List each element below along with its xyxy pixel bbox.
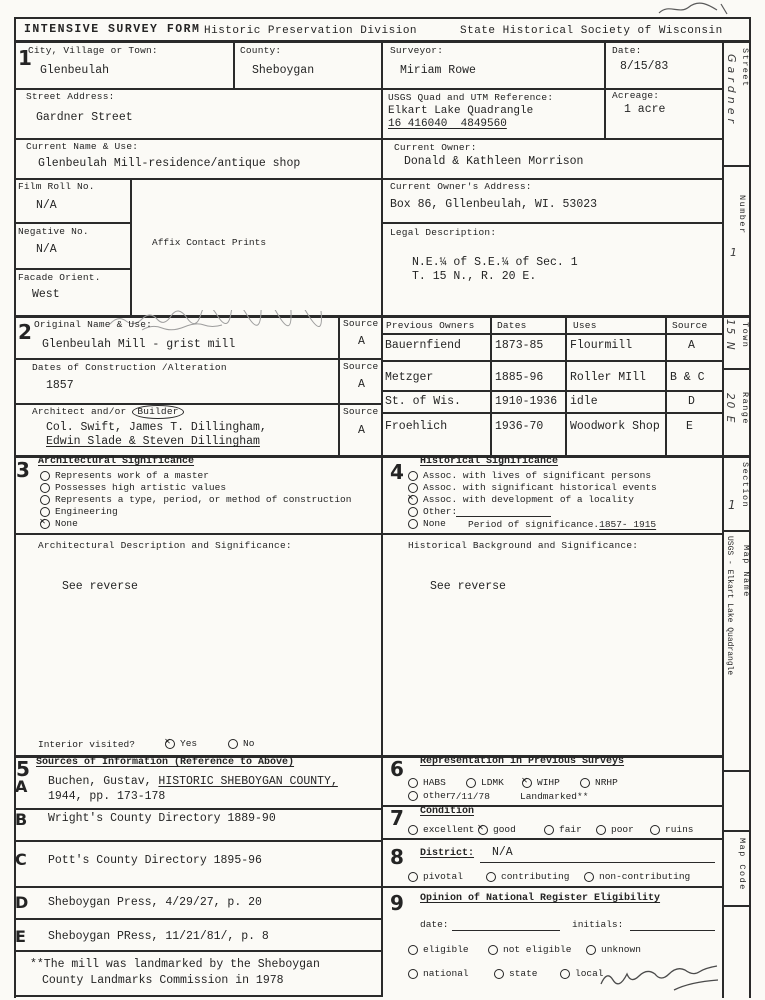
divider — [381, 886, 722, 888]
option-label: non-contributing — [599, 871, 691, 882]
construction-dates-value: 1857 — [46, 379, 74, 392]
radio-icon — [408, 825, 418, 835]
radio-icon — [408, 969, 418, 979]
arch-option-none — [40, 518, 78, 529]
radio-icon — [486, 872, 496, 882]
society-title: State Historical Society of Wisconsin — [460, 25, 723, 37]
current-name-value: Glenbeulah Mill-residence/antique shop — [38, 157, 301, 170]
margin-map-code-label: Map Code — [737, 838, 747, 891]
current-name-label: Current Name & Use: — [26, 141, 139, 152]
eligibility-eligible — [408, 944, 469, 955]
divider — [381, 42, 383, 997]
divider — [722, 40, 724, 998]
legal-description-line1: N.E.¼ of S.E.¼ of Sec. 1 — [412, 256, 578, 269]
option-label: unknown — [601, 944, 641, 955]
landmarked-note: Landmarked** — [520, 791, 589, 802]
other-blank-line — [456, 516, 551, 517]
owner-address-label: Current Owner's Address: — [390, 181, 532, 192]
margin-town-label: Town — [740, 322, 750, 349]
option-label: poor — [611, 824, 634, 835]
hist-background-value: See reverse — [430, 580, 506, 593]
condition-good — [478, 824, 516, 835]
legal-description-line2: T. 15 N., R. 20 E. — [412, 270, 537, 283]
date-value: 8/15/83 — [620, 60, 669, 73]
table-header-source: Source — [672, 320, 708, 331]
owner-address-value: Box 86, Gllenbeulah, WI. 53023 — [390, 198, 598, 211]
option-label: local — [575, 968, 604, 979]
radio-checked-icon — [40, 519, 50, 529]
margin-street-value: Gardner — [725, 54, 738, 128]
margin-range-value: 20 E — [724, 393, 736, 425]
architectural-significance-title: Architectural Significance — [38, 456, 195, 467]
table-cell: E — [686, 420, 693, 433]
table-cell: idle — [570, 395, 598, 408]
architect-line1: Col. Swift, James T. Dillingham, — [46, 421, 267, 434]
table-cell: Woodwork Shop — [570, 420, 660, 433]
source-letter-d: D — [15, 893, 29, 912]
arch-option-master — [40, 470, 209, 481]
option-label: Assoc. with development of a locality — [423, 494, 634, 505]
source-a-line2: 1944, pp. 173-178 — [48, 790, 166, 803]
interior-visited-no — [228, 738, 254, 749]
city-value: Glenbeulah — [40, 64, 110, 77]
table-cell: Flourmill — [570, 339, 633, 352]
handwritten-signature — [596, 960, 731, 996]
current-owner-label: Current Owner: — [394, 142, 477, 153]
construction-dates-label: Dates of Construction /Alteration — [32, 362, 227, 373]
source-a-title-underlined: HISTORIC SHEBOYGAN COUNTY, — [158, 775, 338, 788]
county-value: Sheboygan — [252, 64, 315, 77]
radio-icon — [228, 739, 238, 749]
table-cell: Roller MIll — [570, 371, 646, 384]
radio-checked-icon — [408, 495, 418, 505]
section-7-number: 7 — [390, 806, 404, 830]
table-cell: D — [688, 395, 695, 408]
usgs-value-line2: 16 416040 4849560 — [388, 118, 507, 130]
condition-fair — [544, 824, 582, 835]
arch-description-label: Architectural Description and Significance: — [38, 540, 292, 551]
initials-blank-line — [630, 930, 715, 931]
section-1-number: 1 — [18, 46, 32, 70]
condition-excellent — [408, 824, 474, 835]
date-label: Date: — [612, 45, 642, 56]
radio-icon — [408, 945, 418, 955]
divider — [604, 42, 606, 138]
arch-option-type-period — [40, 494, 351, 505]
film-roll-value: N/A — [36, 199, 57, 212]
radio-checked-icon — [478, 825, 488, 835]
division-title: Historic Preservation Division — [204, 25, 418, 37]
divider — [233, 42, 235, 88]
option-label: Represents work of a master — [55, 470, 209, 481]
level-national — [408, 968, 469, 979]
table-cell: B & C — [670, 371, 705, 384]
source-e-line1: Sheboygan PRess, 11/21/81/, p. 8 — [48, 930, 269, 943]
section-3-number: 3 — [16, 458, 30, 482]
section-2-number: 2 — [18, 320, 32, 344]
table-header-previous-owners: Previous Owners — [386, 320, 475, 331]
condition-poor — [596, 824, 634, 835]
margin-number-label: Number — [737, 195, 747, 235]
option-label: Assoc. with significant historical events — [423, 482, 657, 493]
divider — [14, 138, 722, 140]
radio-icon — [596, 825, 606, 835]
date-field-label: date: — [420, 919, 449, 930]
radio-icon — [408, 519, 418, 529]
option-label: Possesses high artistic values — [55, 482, 227, 493]
source-letter-c: C — [15, 850, 27, 869]
previous-surveys-title: Representation in Previous Surveys — [420, 756, 625, 767]
margin-map-name-label: Map Name — [741, 545, 751, 598]
section-5-number: 5 — [16, 757, 30, 781]
source-header-3: Source — [343, 406, 379, 417]
divider — [565, 315, 567, 455]
original-name-label: Original Name & Use: — [34, 319, 153, 330]
divider — [381, 838, 722, 840]
table-cell: 1885-96 — [495, 371, 544, 384]
surveyor-value: Miriam Rowe — [400, 64, 476, 77]
divider — [381, 360, 722, 362]
facade-orient-value: West — [32, 288, 60, 301]
radio-icon — [408, 778, 418, 788]
table-cell: St. of Wis. — [385, 395, 461, 408]
option-label: excellent — [423, 824, 475, 835]
legal-description-label: Legal Description: — [390, 227, 497, 238]
option-label: WIHP — [537, 777, 560, 788]
district-contributing — [486, 871, 569, 882]
survey-option-wihp — [522, 777, 560, 788]
option-label: good — [493, 824, 516, 835]
option-label: NRHP — [595, 777, 618, 788]
original-name-value: Glenbeulah Mill - grist mill — [42, 338, 236, 351]
table-header-uses: Uses — [573, 320, 597, 331]
option-label: not eligible — [503, 944, 572, 955]
survey-option-habs — [408, 777, 446, 788]
radio-icon — [40, 495, 50, 505]
option-label: Yes — [180, 738, 198, 749]
section-4-number: 4 — [390, 460, 404, 484]
survey-option-nrhp — [580, 777, 618, 788]
survey-option-other — [408, 790, 452, 801]
district-value: N/A — [492, 846, 513, 859]
divider — [14, 17, 751, 19]
divider — [722, 368, 751, 370]
option-label: national — [423, 968, 469, 979]
divider — [14, 950, 381, 952]
arch-option-engineering — [40, 506, 118, 517]
street-address-label: Street Address: — [26, 91, 115, 102]
architect-label — [32, 406, 184, 417]
period-value: 1857- 1915 — [599, 519, 657, 530]
option-label: ruins — [665, 824, 694, 835]
source-header-1: Source — [343, 318, 379, 329]
radio-icon — [488, 945, 498, 955]
option-label: None — [55, 518, 78, 529]
divider — [722, 530, 751, 532]
radio-checked-icon — [522, 778, 532, 788]
radio-icon — [494, 969, 504, 979]
hist-option-persons — [408, 470, 651, 481]
eligibility-unknown — [586, 944, 641, 955]
table-cell: 1936-70 — [495, 420, 544, 433]
district-non-contributing — [584, 871, 690, 882]
divider — [130, 178, 132, 315]
table-cell: 1910-1936 — [495, 395, 558, 408]
source-b-line1: Wright's County Directory 1889-90 — [48, 812, 276, 825]
option-label: pivotal — [423, 871, 463, 882]
arch-description-value: See reverse — [62, 580, 138, 593]
table-header-dates: Dates — [497, 320, 527, 331]
source-letter-e: E — [15, 927, 26, 946]
handwritten-corner-mark — [655, 1, 730, 17]
divider — [722, 770, 751, 772]
street-address-value: Gardner Street — [36, 111, 133, 124]
option-label: Other: — [423, 506, 458, 517]
source-letter-b: B — [15, 810, 28, 829]
radio-icon — [408, 872, 418, 882]
date-blank-line — [452, 930, 560, 931]
architect-label-text: Architect and/or — [32, 406, 133, 417]
historical-significance-title: Historical Significance — [420, 456, 559, 467]
divider — [14, 358, 381, 360]
landmark-note-line2: County Landmarks Commission in 1978 — [42, 974, 284, 987]
divider — [14, 918, 381, 920]
divider — [14, 840, 381, 842]
county-label: County: — [240, 45, 282, 56]
divider — [14, 886, 381, 888]
divider — [14, 995, 381, 997]
option-label: Represents a type, period, or method of construction — [55, 494, 352, 505]
survey-option-ldmk — [466, 777, 504, 788]
hist-option-none — [408, 518, 446, 529]
eligibility-title: Opinion of National Register Eligibility — [420, 893, 661, 904]
option-label: eligible — [423, 944, 469, 955]
source-a-text: Buchen, Gustav, — [48, 775, 159, 788]
option-label: fair — [559, 824, 582, 835]
margin-street-label: Street — [740, 48, 750, 88]
condition-ruins — [650, 824, 694, 835]
negative-no-value: N/A — [36, 243, 57, 256]
landmark-note-line1: **The mill was landmarked by the Sheboygan — [30, 958, 320, 971]
divider — [14, 178, 722, 180]
divider — [665, 315, 667, 455]
option-label: state — [509, 968, 538, 979]
divider — [490, 315, 492, 455]
option-label: contributing — [501, 871, 570, 882]
radio-icon — [40, 471, 50, 481]
option-label: No — [243, 738, 255, 749]
divider — [722, 165, 751, 167]
surveyor-label: Surveyor: — [390, 45, 444, 56]
divider — [14, 808, 381, 810]
hist-option-locality — [408, 494, 634, 505]
divider — [381, 222, 722, 224]
original-source-value: A — [358, 335, 365, 348]
hist-background-label: Historical Background and Significance: — [408, 540, 639, 551]
interior-visited-label: Interior visited? — [38, 739, 135, 750]
option-label: LDMK — [481, 777, 504, 788]
divider — [381, 333, 722, 335]
source-d-line1: Sheboygan Press, 4/29/27, p. 20 — [48, 896, 262, 909]
radio-icon — [544, 825, 554, 835]
condition-title: Condition — [420, 806, 475, 817]
period-of-significance — [468, 519, 656, 530]
hist-option-other — [408, 506, 457, 517]
divider — [722, 905, 751, 907]
district-pivotal — [408, 871, 463, 882]
table-cell: A — [688, 339, 695, 352]
margin-section-label: Section — [740, 462, 750, 509]
option-label: Assoc. with lives of significant persons — [423, 470, 652, 481]
source-letter-a: A — [15, 777, 28, 796]
divider — [722, 830, 751, 832]
option-label: None — [423, 518, 446, 529]
radio-icon — [408, 791, 418, 801]
divider — [381, 412, 722, 414]
source-c-line1: Pott's County Directory 1895-96 — [48, 854, 262, 867]
divider — [14, 403, 381, 405]
margin-range-label: Range — [740, 392, 750, 426]
section-6-number: 6 — [390, 757, 404, 781]
district-title: District: — [420, 848, 475, 859]
usgs-label: USGS Quad and UTM Reference: — [388, 92, 554, 103]
divider — [381, 390, 722, 392]
usgs-value-line1: Elkart Lake Quadrangle — [388, 105, 534, 117]
margin-number-value: 1 — [730, 246, 737, 259]
acreage-value: 1 acre — [624, 103, 666, 116]
radio-icon — [650, 825, 660, 835]
source-a-line1 — [48, 775, 338, 788]
option-label: other — [423, 790, 452, 801]
district-blank-line — [480, 862, 715, 863]
architect-line2: Edwin Slade & Steven Dillingham — [46, 435, 260, 448]
margin-section-value: 1 — [728, 498, 736, 512]
negative-no-label: Negative No. — [18, 226, 89, 237]
radio-icon — [408, 507, 418, 517]
form-title: INTENSIVE SURVEY FORM — [24, 23, 201, 36]
divider — [14, 533, 722, 535]
divider — [14, 222, 130, 224]
section-9-number: 9 — [390, 891, 404, 915]
arch-option-artistic — [40, 482, 226, 493]
radio-icon — [408, 471, 418, 481]
affix-contact-prints-label: Affix Contact Prints — [152, 237, 267, 248]
radio-icon — [586, 945, 596, 955]
radio-icon — [40, 483, 50, 493]
interior-visited-yes — [165, 738, 197, 749]
radio-icon — [466, 778, 476, 788]
margin-map-name-value: USGS - Elkart Lake Quadrangle — [725, 536, 734, 676]
survey-other-value: 7/11/78 — [450, 791, 490, 802]
sources-title: Sources of Information (Reference to Above) — [36, 757, 295, 768]
table-cell: Froehlich — [385, 420, 448, 433]
level-state — [494, 968, 538, 979]
current-owner-value: Donald & Kathleen Morrison — [404, 155, 584, 168]
table-cell: Bauernfiend — [385, 339, 461, 352]
facade-orient-label: Facade Orient. — [18, 272, 101, 283]
dates-source-value: A — [358, 378, 365, 391]
hist-option-events — [408, 482, 657, 493]
option-label: Engineering — [55, 506, 118, 517]
source-header-2: Source — [343, 361, 379, 372]
acreage-label: Acreage: — [612, 90, 660, 101]
radio-checked-icon — [165, 739, 175, 749]
initials-field-label: initials: — [572, 919, 624, 930]
divider — [338, 315, 340, 455]
radio-icon — [580, 778, 590, 788]
section-8-number: 8 — [390, 845, 404, 869]
radio-icon — [584, 872, 594, 882]
margin-town-value: 15 N — [724, 319, 736, 352]
period-label: Period of significance. — [468, 519, 600, 530]
city-label: City, Village or Town: — [28, 45, 158, 56]
eligibility-not-eligible — [488, 944, 571, 955]
option-label: HABS — [423, 777, 446, 788]
table-cell: 1873-85 — [495, 339, 544, 352]
builder-circled-word: Builder — [132, 405, 183, 419]
film-roll-label: Film Roll No. — [18, 181, 95, 192]
architect-source-value: A — [358, 424, 365, 437]
divider — [14, 268, 130, 270]
radio-icon — [560, 969, 570, 979]
table-cell: Metzger — [385, 371, 434, 384]
